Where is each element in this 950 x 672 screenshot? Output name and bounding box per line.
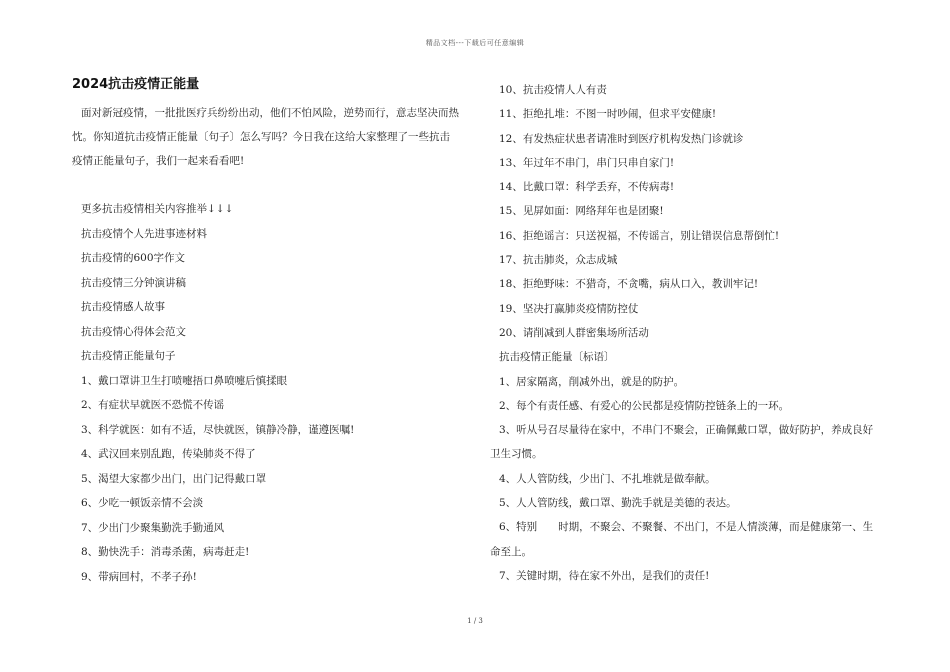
slogan-item: 20、请削减到人群密集场所活动 (499, 326, 649, 339)
slogan-item: 10、抗击疫情人人有责 (499, 84, 607, 96)
section-heading: 抗击疫情正能量〔标语〕 (499, 351, 615, 364)
related-link-item[interactable]: 抗击疫情感人故事 (81, 301, 165, 313)
banner-slogan-item: 2、每个有责任感、有爱心的公民都是疫情防控链条上的一环。 (499, 399, 790, 412)
slogan-item: 12、有发热症状患者请准时到医疗机构发热门诊就诊 (499, 132, 744, 145)
related-link-item[interactable]: 抗击疫情的600字作文 (81, 252, 186, 264)
page-header-note: 精品文档---下载后可任意编辑 (425, 39, 525, 47)
slogan-item: 5、渴望大家都少出门，出门记得戴口罩 (81, 472, 267, 485)
slogan-item: 3、科学就医：如有不适，尽快就医，镇静冷静，谨遵医嘱! (81, 423, 355, 436)
banner-slogan-item: 5、人人管防线，戴口罩、勤洗手就是美德的表达。 (499, 497, 737, 510)
related-link-item[interactable]: 抗击疫情心得体会范文 (81, 325, 186, 338)
right-line-list (490, 78, 880, 588)
slogan-item: 2、有症状早就医不恐慌不传谣 (81, 399, 225, 411)
banner-slogan-item: 6、特别 时期，不聚会、不聚餐、不出门，不是人情淡薄，而是健康第一、生命至上。 (490, 521, 874, 558)
related-link-item[interactable]: 抗击疫情三分钟演讲稿 (81, 276, 186, 289)
slogan-item: 1、戴口罩讲卫生打喷嚏捂口鼻喷嚏后慎揉眼 (81, 374, 288, 387)
slogan-item: 8、勤快洗手：消毒杀菌，病毒赶走! (81, 546, 250, 558)
page-number: 1 / 3 (467, 617, 483, 625)
slogan-item: 9、带病回村，不孝子孙! (81, 570, 197, 583)
banner-slogan-item: 4、人人管防线，少出门、不扎堆就是做奉献。 (499, 472, 716, 485)
slogan-item: 14、比戴口罩：科学丢弃，不传病毒! (499, 181, 675, 194)
related-link-item[interactable]: 抗击疫情个人先进事迹材料 (81, 227, 207, 240)
slogan-item: 17、抗击肺炎，众志成城 (499, 254, 618, 267)
banner-slogan-item: 3、听从号召尽量待在家中，不串门不聚会，正确佩戴口罩，做好防护，养成良好卫生习惯。 (490, 424, 874, 461)
slogan-item: 6、少吃一顿饭亲情不会淡 (81, 497, 204, 509)
intro-paragraph: 面对新冠疫情，一批批医疗兵纷纷出动，他们不怕风险，逆势而行，意志坚决而热忱。你知道抗击疫情正能量〔句子〕怎么写吗？今日我在这给大家整理了一些抗击疫情正能量句子，我们一起来看看吧! (72, 107, 459, 167)
slogan-item: 18、拒绝野味：不猎奇，不贪嘴，病从口入，教训牢记! (499, 278, 759, 291)
banner-slogan-item: 1、居家隔离，削减外出，就是的防护。 (499, 375, 685, 388)
slogan-item: 16、拒绝谣言：只送祝福，不传谣言，别让错误信息帮倒忙! (499, 229, 780, 242)
slogan-item: 11、拒绝扎堆：不图一时吵闹，但求平安健康! (499, 108, 717, 121)
section-heading: 抗击疫情正能量句子 (81, 350, 176, 362)
slogan-item: 15、见屏如面：网络拜年也是团聚! (499, 205, 664, 218)
slogan-item: 19、坚决打赢肺炎疫情防控仗 (499, 302, 639, 315)
right-column (490, 78, 880, 588)
document-title: 2024抗击疫情正能量 (72, 77, 200, 92)
related-content-heading: 更多抗击疫情相关内容推举↓↓↓ (81, 203, 234, 215)
left-line-list (72, 197, 460, 589)
slogan-item: 13、年过年不串门，串门只串自家门! (499, 156, 675, 169)
slogan-item: 7、少出门少聚集勤洗手勤通风 (81, 521, 225, 534)
left-column (72, 78, 460, 589)
banner-slogan-item: 7、关键时期，待在家不外出，是我们的责任! (499, 569, 710, 582)
slogan-item: 4、武汉回来别乱跑，传染肺炎不得了 (81, 448, 256, 460)
